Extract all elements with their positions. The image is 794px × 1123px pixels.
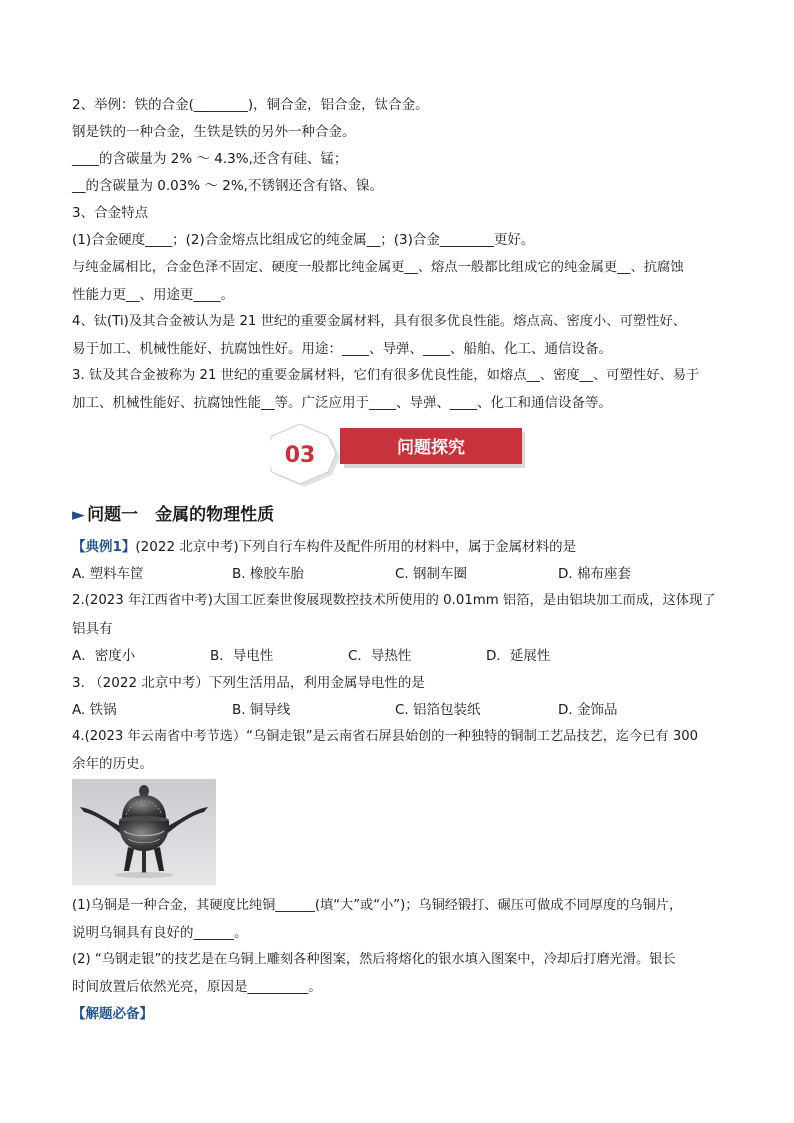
sec4-line1: 4、钛(Ti)及其合金被认为是 21 世纪的重要金属材料，具有很多优良性能。熔点高、密度小、可塑性好、 (72, 314, 687, 329)
q1-text: (2022 北京中考)下列自行车构件及配件所用的材料中，属于金属材料的是 (135, 539, 577, 555)
q3-option-c: C. 铝箔包装纸 (395, 702, 481, 718)
sec2-line2: 钢是铁的一种合金，生铁是铁的另外一种合金。 (72, 124, 356, 140)
sec3-line1: (1)合金硬度____；(2)合金熔点比组成它的纯金属__；(3)合金________更好。 (72, 232, 535, 248)
q1-option-b: B. 橡胶车胎 (232, 566, 304, 582)
sec5-line2: 加工、机械性能好、抗腐蚀性能__等。广泛应用于____、导弹、____、化工和通信设备等。 (72, 395, 612, 411)
q3-option-b: B. 铜导线 (232, 702, 291, 718)
q2-line2: 铝具有 (72, 621, 113, 637)
sec3-title: 3、合金特点 (72, 205, 149, 221)
sec2-line4: __的含碳量为 0.03% ～ 2%,不锈钢还含有铬、镍。 (72, 178, 383, 194)
q2-line1: 2.(2023 年江西省中考)大国工匠秦世俊展现数控技术所使用的 0.01mm 铝箔，是由铝块加工而成，这体现了 (72, 593, 716, 608)
bronze-censer-image (72, 779, 216, 885)
problem1-heading (72, 500, 274, 525)
q1-stem (72, 538, 576, 556)
sec2-line1: 2、举例：铁的合金(________)，铜合金，铝合金，钛合金。 (72, 97, 429, 113)
q1-option-c: C. 钢制车圈 (395, 566, 468, 582)
q3-option-d: D. 金饰品 (558, 702, 618, 718)
q2-option-d: D．延展性 (486, 648, 551, 664)
q2-option-a: A．密度小 (72, 648, 136, 664)
banner-title: 问题探究 (397, 438, 465, 458)
triangle-marker-icon: ► (72, 505, 86, 525)
q1-option-a: A. 塑料车筐 (72, 566, 144, 582)
problem1-title: 问题一 金属的物理性质 (87, 505, 275, 525)
q4-part1-line2: 说明乌铜具有良好的______。 (72, 925, 248, 941)
banner-number: 03 (284, 443, 316, 468)
section-banner (270, 424, 530, 488)
q3-stem: 3. （2022 北京中考）下列生活用品，利用金属导电性的是 (72, 675, 425, 691)
sec4-line2: 易于加工、机械性能好、抗腐蚀性好。用途：____、导弹、____、船舶、化工、通信设备。 (72, 341, 612, 357)
sec3-line3: 性能力更__、用途更____。 (72, 287, 234, 303)
q4-line2: 余年的历史。 (72, 756, 153, 772)
q4-part2-line2: 时间放置后依然光亮，原因是_________。 (72, 979, 322, 995)
q2-option-b: B．导电性 (210, 648, 274, 664)
q2-option-c: C．导热性 (348, 648, 412, 664)
sec3-line2: 与纯金属相比，合金色泽不固定、硬度一般都比纯金属更__、熔点一般都比组成它的纯金属更__、抗腐蚀 (72, 260, 684, 275)
q1-option-d: D. 棉布座套 (558, 566, 631, 582)
q4-line1: 4.(2023 年云南省中考节选）“乌铜走银”是云南省石屏县始创的一种独特的铜制工艺品技艺，迄今已有 300 (72, 729, 699, 744)
q4-part1-line1: (1)乌铜是一种合金，其硬度比纯铜______(填“大”或“小”)；乌铜经锻打、碾压可做成不同厚度的乌铜片， (72, 898, 683, 913)
tips-label: 【解题必备】 (72, 1006, 153, 1022)
q3-option-a: A. 铁锅 (72, 702, 117, 718)
q4-part2-line1: (2) “乌钢走银”的技艺是在乌铜上雕刻各种图案，然后将熔化的银水填入图案中，冷却后打磨光滑。银长 (72, 952, 676, 967)
sec5-line1: 3. 钛及其合金被称为 21 世纪的重要金属材料，它们有很多优良性能，如熔点__、密度__、可塑性好、易于 (72, 368, 700, 383)
sec2-line3: ____的含碳量为 2% ～ 4.3%,还含有硅、锰； (72, 151, 348, 167)
q1-tag: 【典例1】 (72, 539, 136, 555)
